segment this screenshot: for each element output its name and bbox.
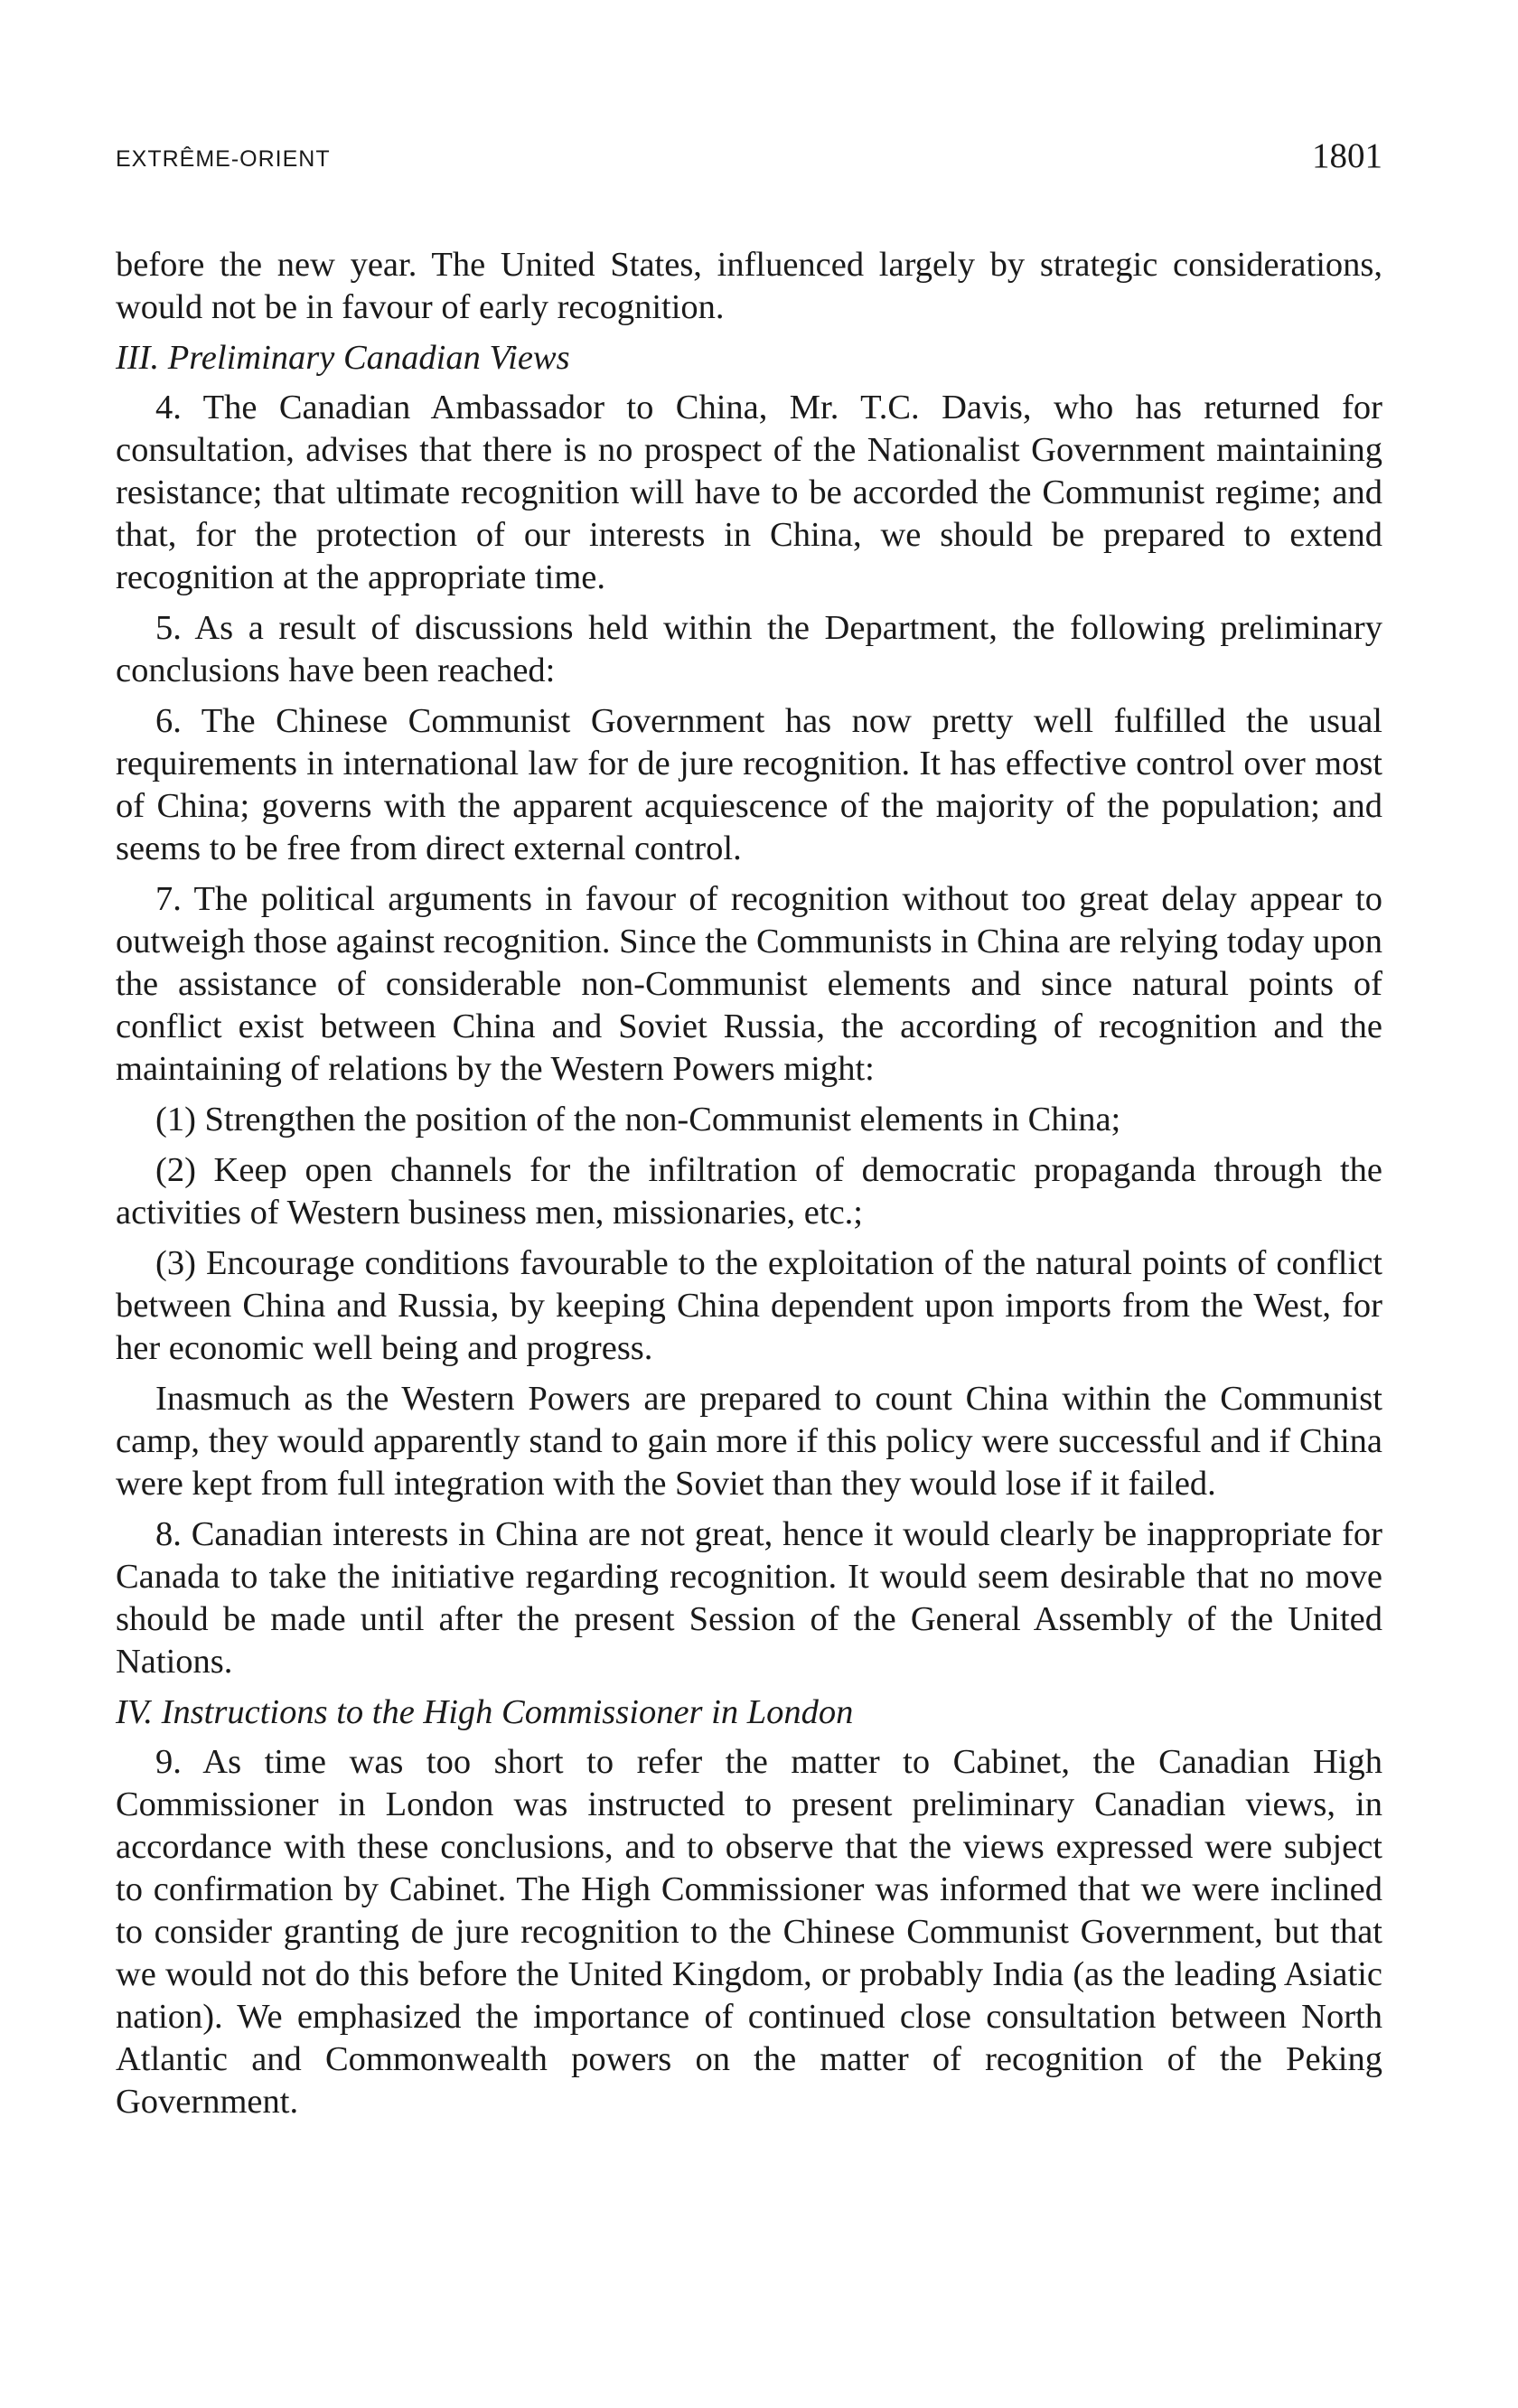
paragraph-7: 7. The political arguments in favour of recognition without too great delay appear to outweigh those against recognition. Since the Communists in China are relying today upon the assistance of considerable non-Communist elements and since natural points of conflict exist between China and Soviet Russia, the according of recognition and the maintaining of relations by the Western Powers might:	[116, 880, 1382, 1088]
list-item-1: (1) Strengthen the position of the non-Communist elements in China;	[155, 1101, 1121, 1138]
paragraph-4: 4. The Canadian Ambassador to China, Mr. T.C. Davis, who has returned for consultation, advises that there is no prospect of the Nationalist Government maintaining resistance; that ultimate recognition will have to be accorded the Communist regime; and that, for the protection of our interests in China, we should be prepared to extend recognition at the appropriate time.	[116, 389, 1382, 596]
document-body	[116, 244, 1382, 2123]
page-number: 1801	[1312, 136, 1382, 175]
list-item-2: (2) Keep open channels for the infiltration of democratic propaganda through the activities of Western business men, missionaries, etc.;	[116, 1151, 1382, 1232]
section-heading-iii: III. Preliminary Canadian Views	[116, 339, 570, 377]
paragraph-6: 6. The Chinese Communist Government has now pretty well fulfilled the usual requirements in international law for de jure recognition. It has effective control over most of China; governs with the apparent acquiescence of the majority of the population; and seems to be free from direct external control.	[116, 702, 1382, 867]
document-page	[116, 136, 1382, 2132]
paragraph-7-continuation: Inasmuch as the Western Powers are prepared to count China within the Communist camp, they would apparently stand to gain more if this policy were successful and if China were kept from full integration with the Soviet than they would lose if it failed.	[116, 1380, 1382, 1503]
paragraph-9: 9. As time was too short to refer the matter to Cabinet, the Canadian High Commissioner in London was instructed to present preliminary Canadian views, in accordance with these conclusions, and to observe that the views expressed were subject to confirmation by Cabinet. The High Commissioner was informed that we were inclined to consider granting de jure recognition to the Chinese Communist Government, but that we would not do this before the United Kingdom, or probably India (as the leading Asiatic nation). We emphasized the importance of continued close consultation between North Atlantic and Commonwealth powers on the matter of recognition of the Peking Government.	[116, 1743, 1382, 2121]
list-item-3: (3) Encourage conditions favourable to the exploitation of the natural points of conflict between China and Russia, by keeping China dependent upon imports from the West, for her economic well being and progress.	[116, 1244, 1382, 1367]
paragraph-continuation: before the new year. The United States, influenced largely by strategic considerations, would not be in favour of early recognition.	[116, 246, 1382, 326]
running-title: EXTRÊME-ORIENT	[116, 146, 331, 172]
paragraph-5: 5. As a result of discussions held within the Department, the following preliminary conclusions have been reached:	[116, 609, 1382, 689]
paragraph-8: 8. Canadian interests in China are not great, hence it would clearly be inappropriate for Canada to take the initiative regarding recognition. It would seem desirable that no move should be made until after the present Session of the General Assembly of the United Nations.	[116, 1515, 1382, 1681]
section-heading-iv: IV. Instructions to the High Commissioner in London	[116, 1693, 854, 1731]
running-header	[116, 136, 1382, 190]
